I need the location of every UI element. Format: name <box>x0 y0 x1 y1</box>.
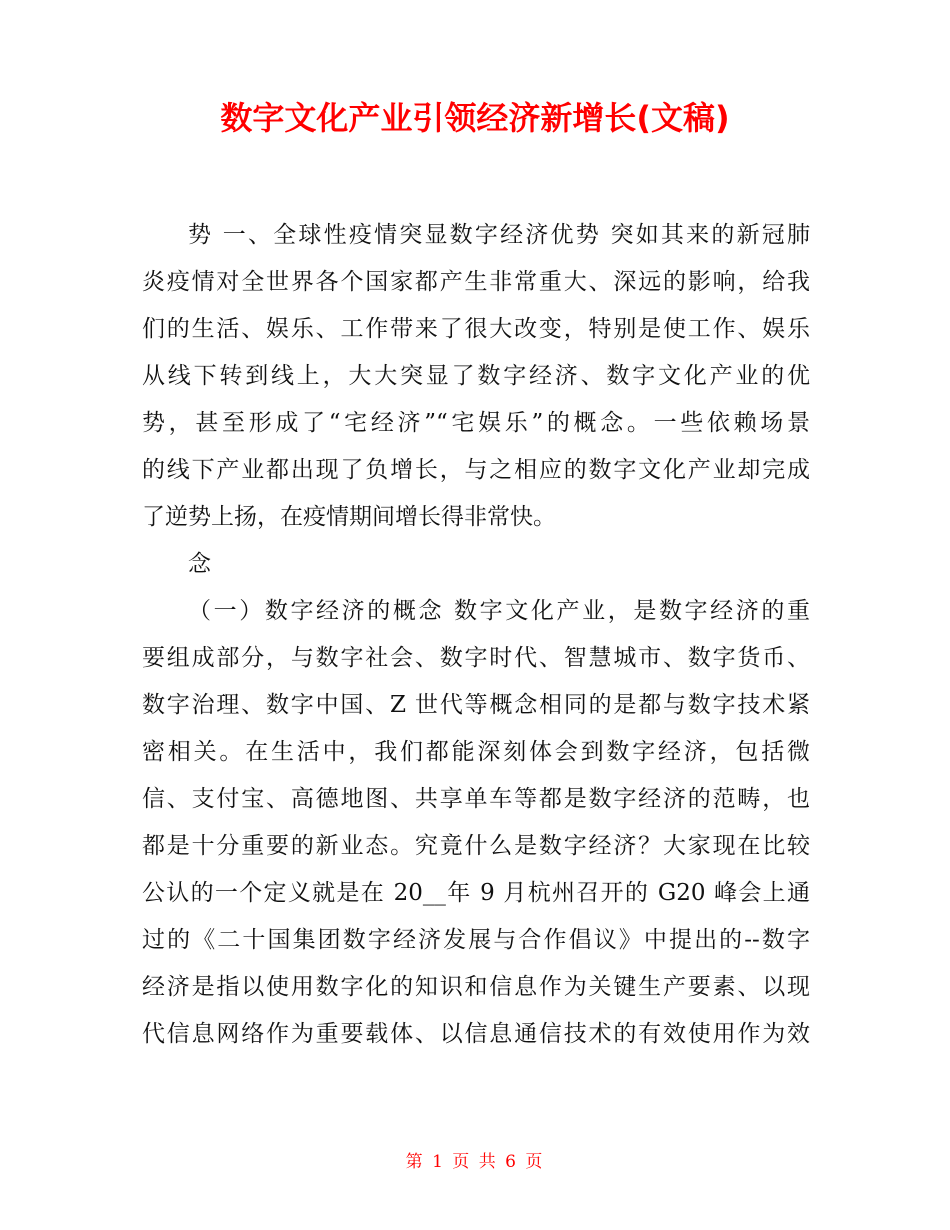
body-line: 过的《二十国集团数字经济发展与合作倡议》中提出的--数字 <box>142 927 810 953</box>
body-line: 经济是指以使用数字化的知识和信息作为关键生产要素、以现 <box>142 974 810 1000</box>
body-line: （一）数字经济的概念 数字文化产业，是数字经济的重 <box>188 598 810 624</box>
body-line: 密相关。在生活中，我们都能深刻体会到数字经济，包括微 <box>142 739 810 765</box>
body-line: 信、支付宝、高德地图、共享单车等都是数字经济的范畴，也 <box>142 786 810 812</box>
body-line: 念 <box>188 551 211 577</box>
document-title: 数字文化产业引领经济新增长(文稿) <box>220 99 730 137</box>
body-line: 要组成部分，与数字社会、数字时代、智慧城市、数字货币、 <box>142 645 810 671</box>
body-line: 势，甚至形成了“宅经济”“宅娱乐”的概念。一些依赖场景 <box>142 410 810 436</box>
body-line: 代信息网络作为重要载体、以信息通信技术的有效使用作为效 <box>142 1021 810 1047</box>
body-line: 了逆势上扬，在疫情期间增长得非常快。 <box>142 504 556 530</box>
page-footer: 第 1 页 共 6 页 <box>405 1152 545 1172</box>
body-line: 们的生活、娱乐、工作带来了很大改变，特别是使工作、娱乐 <box>142 316 810 342</box>
body-line: 的线下产业都出现了负增长，与之相应的数字文化产业却完成 <box>142 457 810 483</box>
body-line: 炎疫情对全世界各个国家都产生非常重大、深远的影响，给我 <box>142 269 810 295</box>
body-line: 从线下转到线上，大大突显了数字经济、数字文化产业的优 <box>142 363 810 389</box>
body-line: 数字治理、数字中国、Z 世代等概念相同的是都与数字技术紧 <box>142 692 810 718</box>
body-line: 公认的一个定义就是在 20__年 9 月杭州召开的 G20 峰会上通 <box>142 880 810 906</box>
body-line: 势 一、全球性疫情突显数字经济优势 突如其来的新冠肺 <box>188 222 810 248</box>
body-line: 都是十分重要的新业态。究竟什么是数字经济？大家现在比较 <box>142 833 810 859</box>
document-body <box>142 212 810 1058</box>
